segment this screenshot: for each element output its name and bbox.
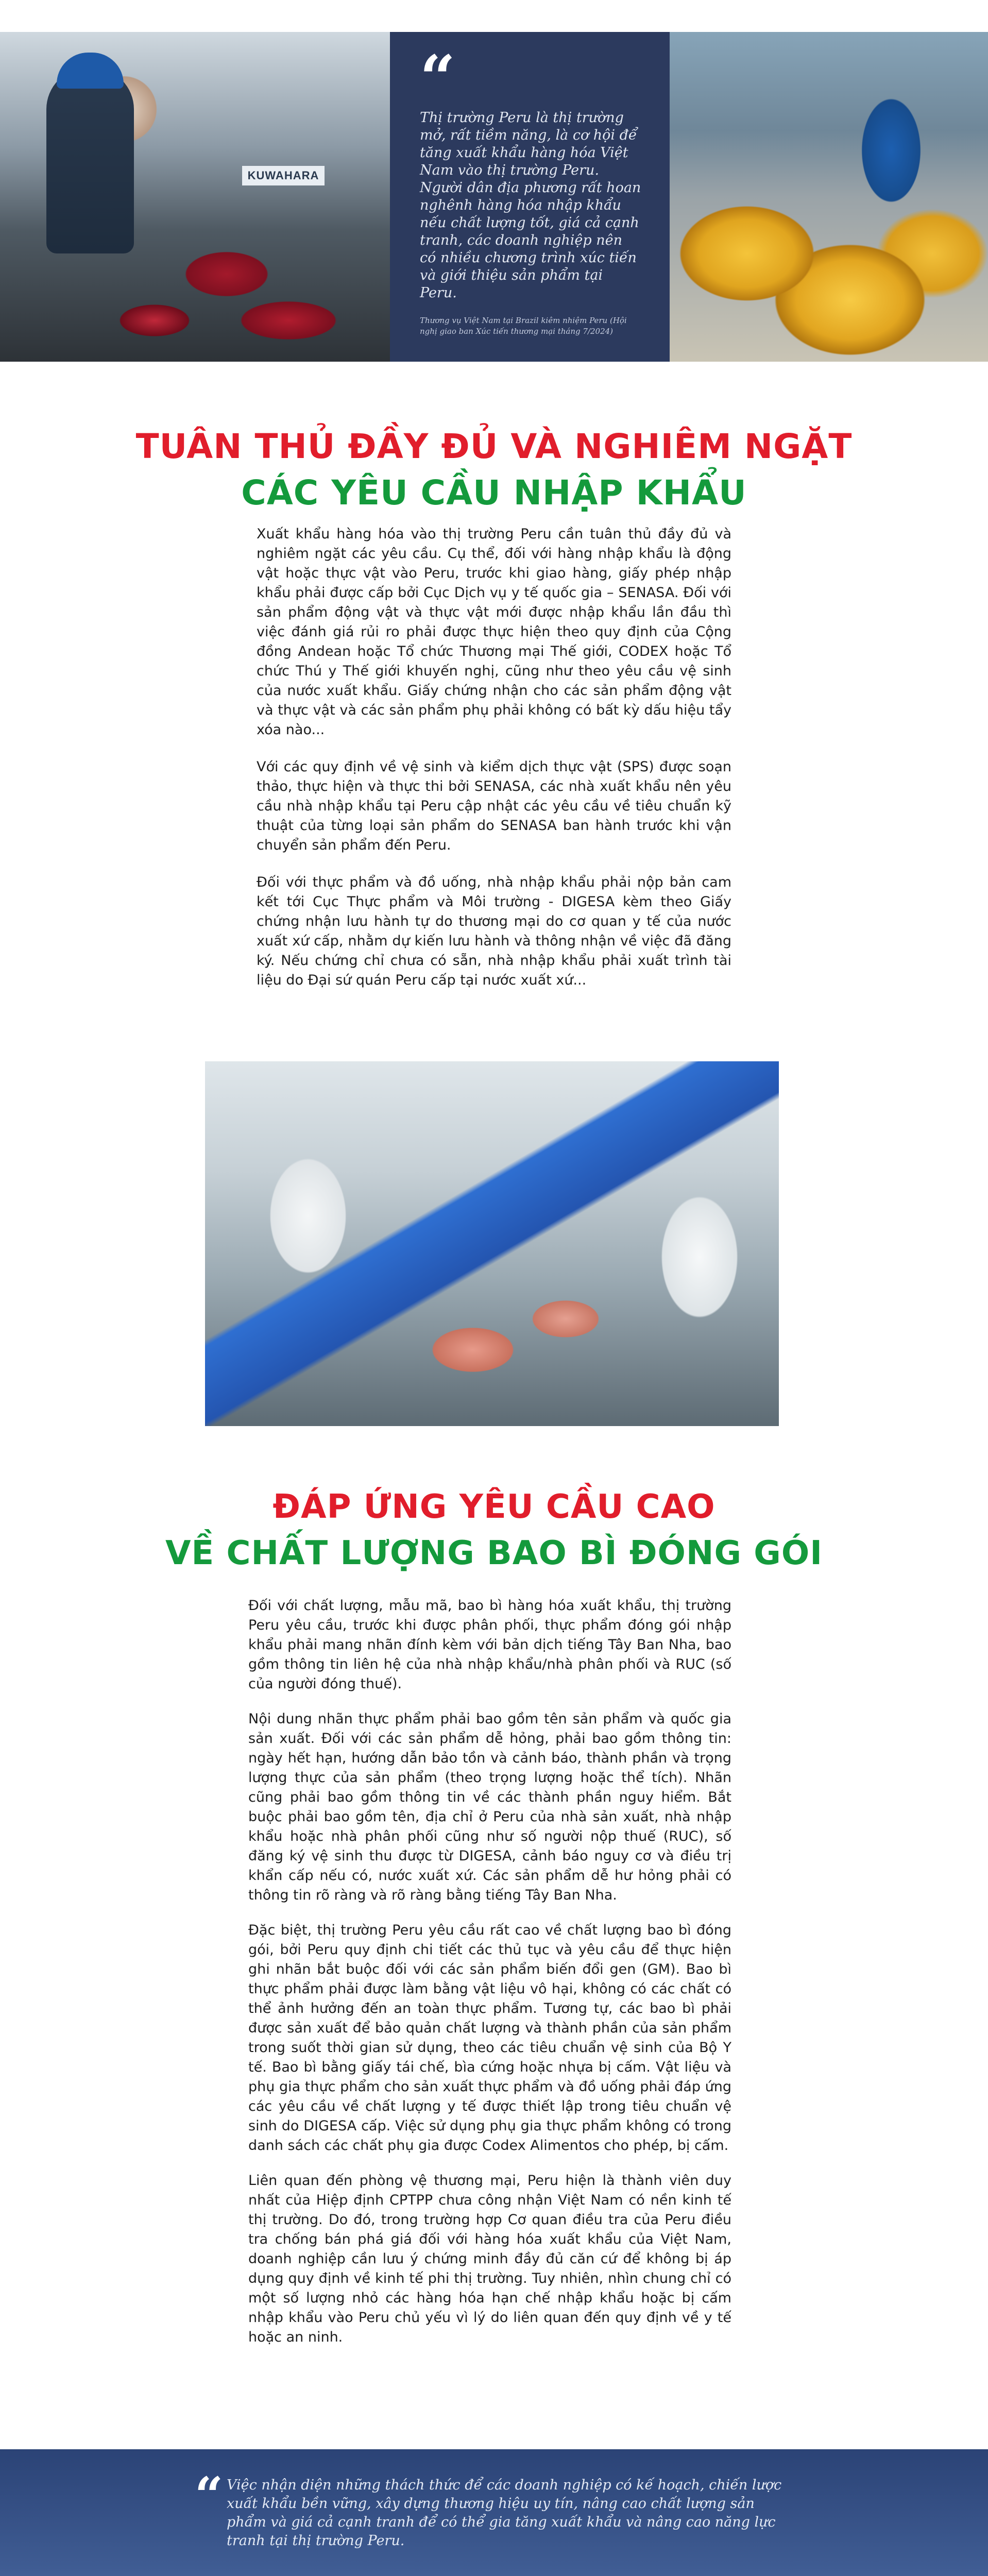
section1-paragraph: Xuất khẩu hàng hóa vào thị trường Peru cần tuân thủ đầy đủ và nghiêm ngặt các yêu cầu. Cụ thể, đối với hàng nhập khẩu là động vật hoặc thực vật vào Peru, trước khi giao hàng, giấy phép nhập khẩu phải được cấp bởi Cục Dịch vụ y tế quốc gia – SENASA. Đối với sản phẩm động vật và thực vật mới được nhập khẩu lần đầu thì việc đánh giá rủi ro phải được thực hiện theo quy định của Cộng đồng Andean hoặc Tổ chức Thương mại Thế giới, CODEX hoặc Tổ chức Thú y Thế giới khuyến nghị, cũng như theo yêu cầu vệ sinh của nước xuất khẩu. Giấy chứng nhận cho các sản phẩm động vật và thực vật và các sản phẩm phụ phải không có bất kỳ dấu hiệu tẩy xóa nào... xyxy=(257,526,731,738)
port-container-photo xyxy=(0,2449,988,2576)
section2-paragraph: Đối với chất lượng, mẫu mã, bao bì hàng hóa xuất khẩu, thị trường Peru yêu cầu, trước khi được phân phối, thực phẩm đóng gói nhập khẩu phải mang nhãn đính kèm với bản dịch tiếng Tây Ban Nha, bao gồm thông tin liên hệ của nhà nhập khẩu/nhà phân phối và RUC (số của người đóng thuế). xyxy=(248,1598,731,1692)
quote-mark-icon: “ xyxy=(420,42,456,114)
section2-heading-line2: VỀ CHẤT LƯỢNG BAO BÌ ĐÓNG GÓI xyxy=(165,1534,823,1572)
worker-cap xyxy=(57,53,124,89)
section1-heading-line2: CÁC YÊU CẦU NHẬP KHẨU xyxy=(241,473,747,513)
worker-figure xyxy=(46,68,134,253)
seafood-processing-photo xyxy=(205,1061,779,1426)
section2-paragraph: Đặc biệt, thị trường Peru yêu cầu rất cao về chất lượng bao bì đóng gói, bởi Peru quy định chi tiết các thủ tục và yêu cầu để thực hiện ghi nhãn bắt buộc đối với các sản phẩm biến đổi gen (GM). Bao bì thực phẩm phải được làm bằng vật liệu vô hại, không có các chất có thể ảnh hưởng đến an toàn thực phẩm. Tương tự, các bao bì phải được sản xuất để bảo quản chất lượng và thành phần của sản phẩm trong suốt thời gian sử dụng, theo các tiêu chuẩn vệ sinh của Bộ Y tế. Bao bì bằng giấy tái chế, bìa cứng hoặc nhựa bị cấm. Vật liệu và phụ gia thực phẩm cho sản xuất thực phẩm và đồ uống phải đáp ứng các yêu cầu về chất lượng y tế được thiết lập trong tiêu chuẩn vệ sinh do DIGESA cấp. Việc sử dụng phụ gia thực phẩm không có trong danh sách các chất phụ gia được Codex Alimentos cho phép, bị cấm. xyxy=(248,1922,731,2154)
section2-heading xyxy=(0,1484,988,1577)
banner-quote-panel xyxy=(390,32,670,362)
section1-heading xyxy=(0,423,988,516)
section1-paragraph: Với các quy định về vệ sinh và kiểm dịch thực vật (SPS) được soạn thảo, thực hiện và thực thi bởi SENASA, các nhà xuất khẩu nên yêu cầu nhà nhập khẩu tại Peru cập nhật các yêu cầu về tiêu chuẩn kỹ thuật của từng loại sản phẩm do SENASA ban hành trước khi vận chuyển sản phẩm đến Peru. xyxy=(257,759,731,853)
footer-quote xyxy=(195,2466,793,2550)
noodle-production-photo xyxy=(670,32,988,362)
quote-mark-icon: “ xyxy=(195,2466,224,2524)
section1-paragraph: Đối với thực phẩm và đồ uống, nhà nhập khẩu phải nộp bản cam kết tới Cục Thực phẩm và Môi trường - DIGESA kèm theo Giấy chứng nhận lưu hành tự do thương mại do cơ quan y tế của nước xuất xứ cấp, nhằm dự kiến lưu hành và thông nhận về việc đã đăng ký. Nếu chứng chỉ chưa có sẵn, nhà nhập khẩu phải xuất trình tài liệu do Đại sứ quán Peru cấp tại nước xuất xứ... xyxy=(257,874,731,988)
section1-heading-line1: TUÂN THỦ ĐẦY ĐỦ VÀ NGHIÊM NGẶT xyxy=(135,427,853,466)
section2-heading-line1: ĐÁP ỨNG YÊU CẦU CAO xyxy=(272,1488,716,1526)
section2-paragraph: Liên quan đến phòng vệ thương mại, Peru hiện là thành viên duy nhất của Hiệp định CPTPP chưa công nhận Việt Nam có nền kinh tế thị trường. Do đó, trong trường hợp Cơ quan điều tra của Peru điều tra chống bán phá giá đối với hàng hóa xuất khẩu của Việt Nam, doanh nghiệp cần lưu ý chứng minh đầy đủ căn cứ để không bị áp dụng quy định về kinh tế phi thị trường. Tuy nhiên, nhìn chung chỉ có một số lượng nhỏ các hàng hóa hạn chế nhập khẩu hoặc bị cấm nhập khẩu vào Peru chủ yếu vì lý do liên quan đến quy định về y tế hoặc an ninh. xyxy=(248,2173,731,2345)
footer-quote-text: Việc nhận diện những thách thức để các doanh nghiệp có kế hoạch, chiến lược xuất khẩu bền vững, xây dựng thương hiệu uy tín, nâng cao chất lượng sản phẩm và giá cả cạnh tranh để có thể gia tăng xuất khẩu và nâng cao năng lực tranh tại thị trường Peru. xyxy=(227,2477,782,2549)
top-banner xyxy=(0,32,988,362)
factory-sign: KUWAHARA xyxy=(242,166,325,185)
section1-body xyxy=(257,524,731,1008)
shoe-factory-photo xyxy=(0,32,390,362)
banner-quote-source: Thương vụ Việt Nam tại Brazil kiêm nhiệm Peru (Hội nghị giao ban Xúc tiến thương mại tháng 7/2024) xyxy=(420,316,627,336)
section2-body xyxy=(248,1596,731,2363)
section2-paragraph: Nội dung nhãn thực phẩm phải bao gồm tên sản phẩm và quốc gia sản xuất. Đối với các sản phẩm dễ hỏng, phải bao gồm thông tin: ngày hết hạn, hướng dẫn bảo tồn và cảnh báo, thành phần và trọng lượng thực của sản phẩm (theo trọng lượng hoặc thể tích). Nhãn cũng phải bao gồm thông tin về các thành phần nguy hiểm. Bắt buộc phải bao gồm tên, địa chỉ ở Peru của nhà sản xuất, nhà nhập khẩu hoặc nhà phân phối cũng như số người nộp thuế (RUC), số đăng ký vệ sinh thu được từ DIGESA, cảnh báo nguy cơ và điều trị khẩn cấp nếu có, nước xuất xứ. Các sản phẩm dễ hư hỏng phải có thông tin rõ ràng và rõ ràng bằng tiếng Tây Ban Nha. xyxy=(248,1711,731,1903)
banner-quote-text: Thị trường Peru là thị trường mở, rất tiềm năng, là cơ hội để tăng xuất khẩu hàng hóa Việt Nam vào thị trường Peru. Người dân địa phương rất hoan nghênh hàng hóa nhập khẩu nếu chất lượng tốt, giá cả cạnh tranh, các doanh nghiệp nên có nhiều chương trình xúc tiến và giới thiệu sản phẩm tại Peru. xyxy=(420,110,641,301)
